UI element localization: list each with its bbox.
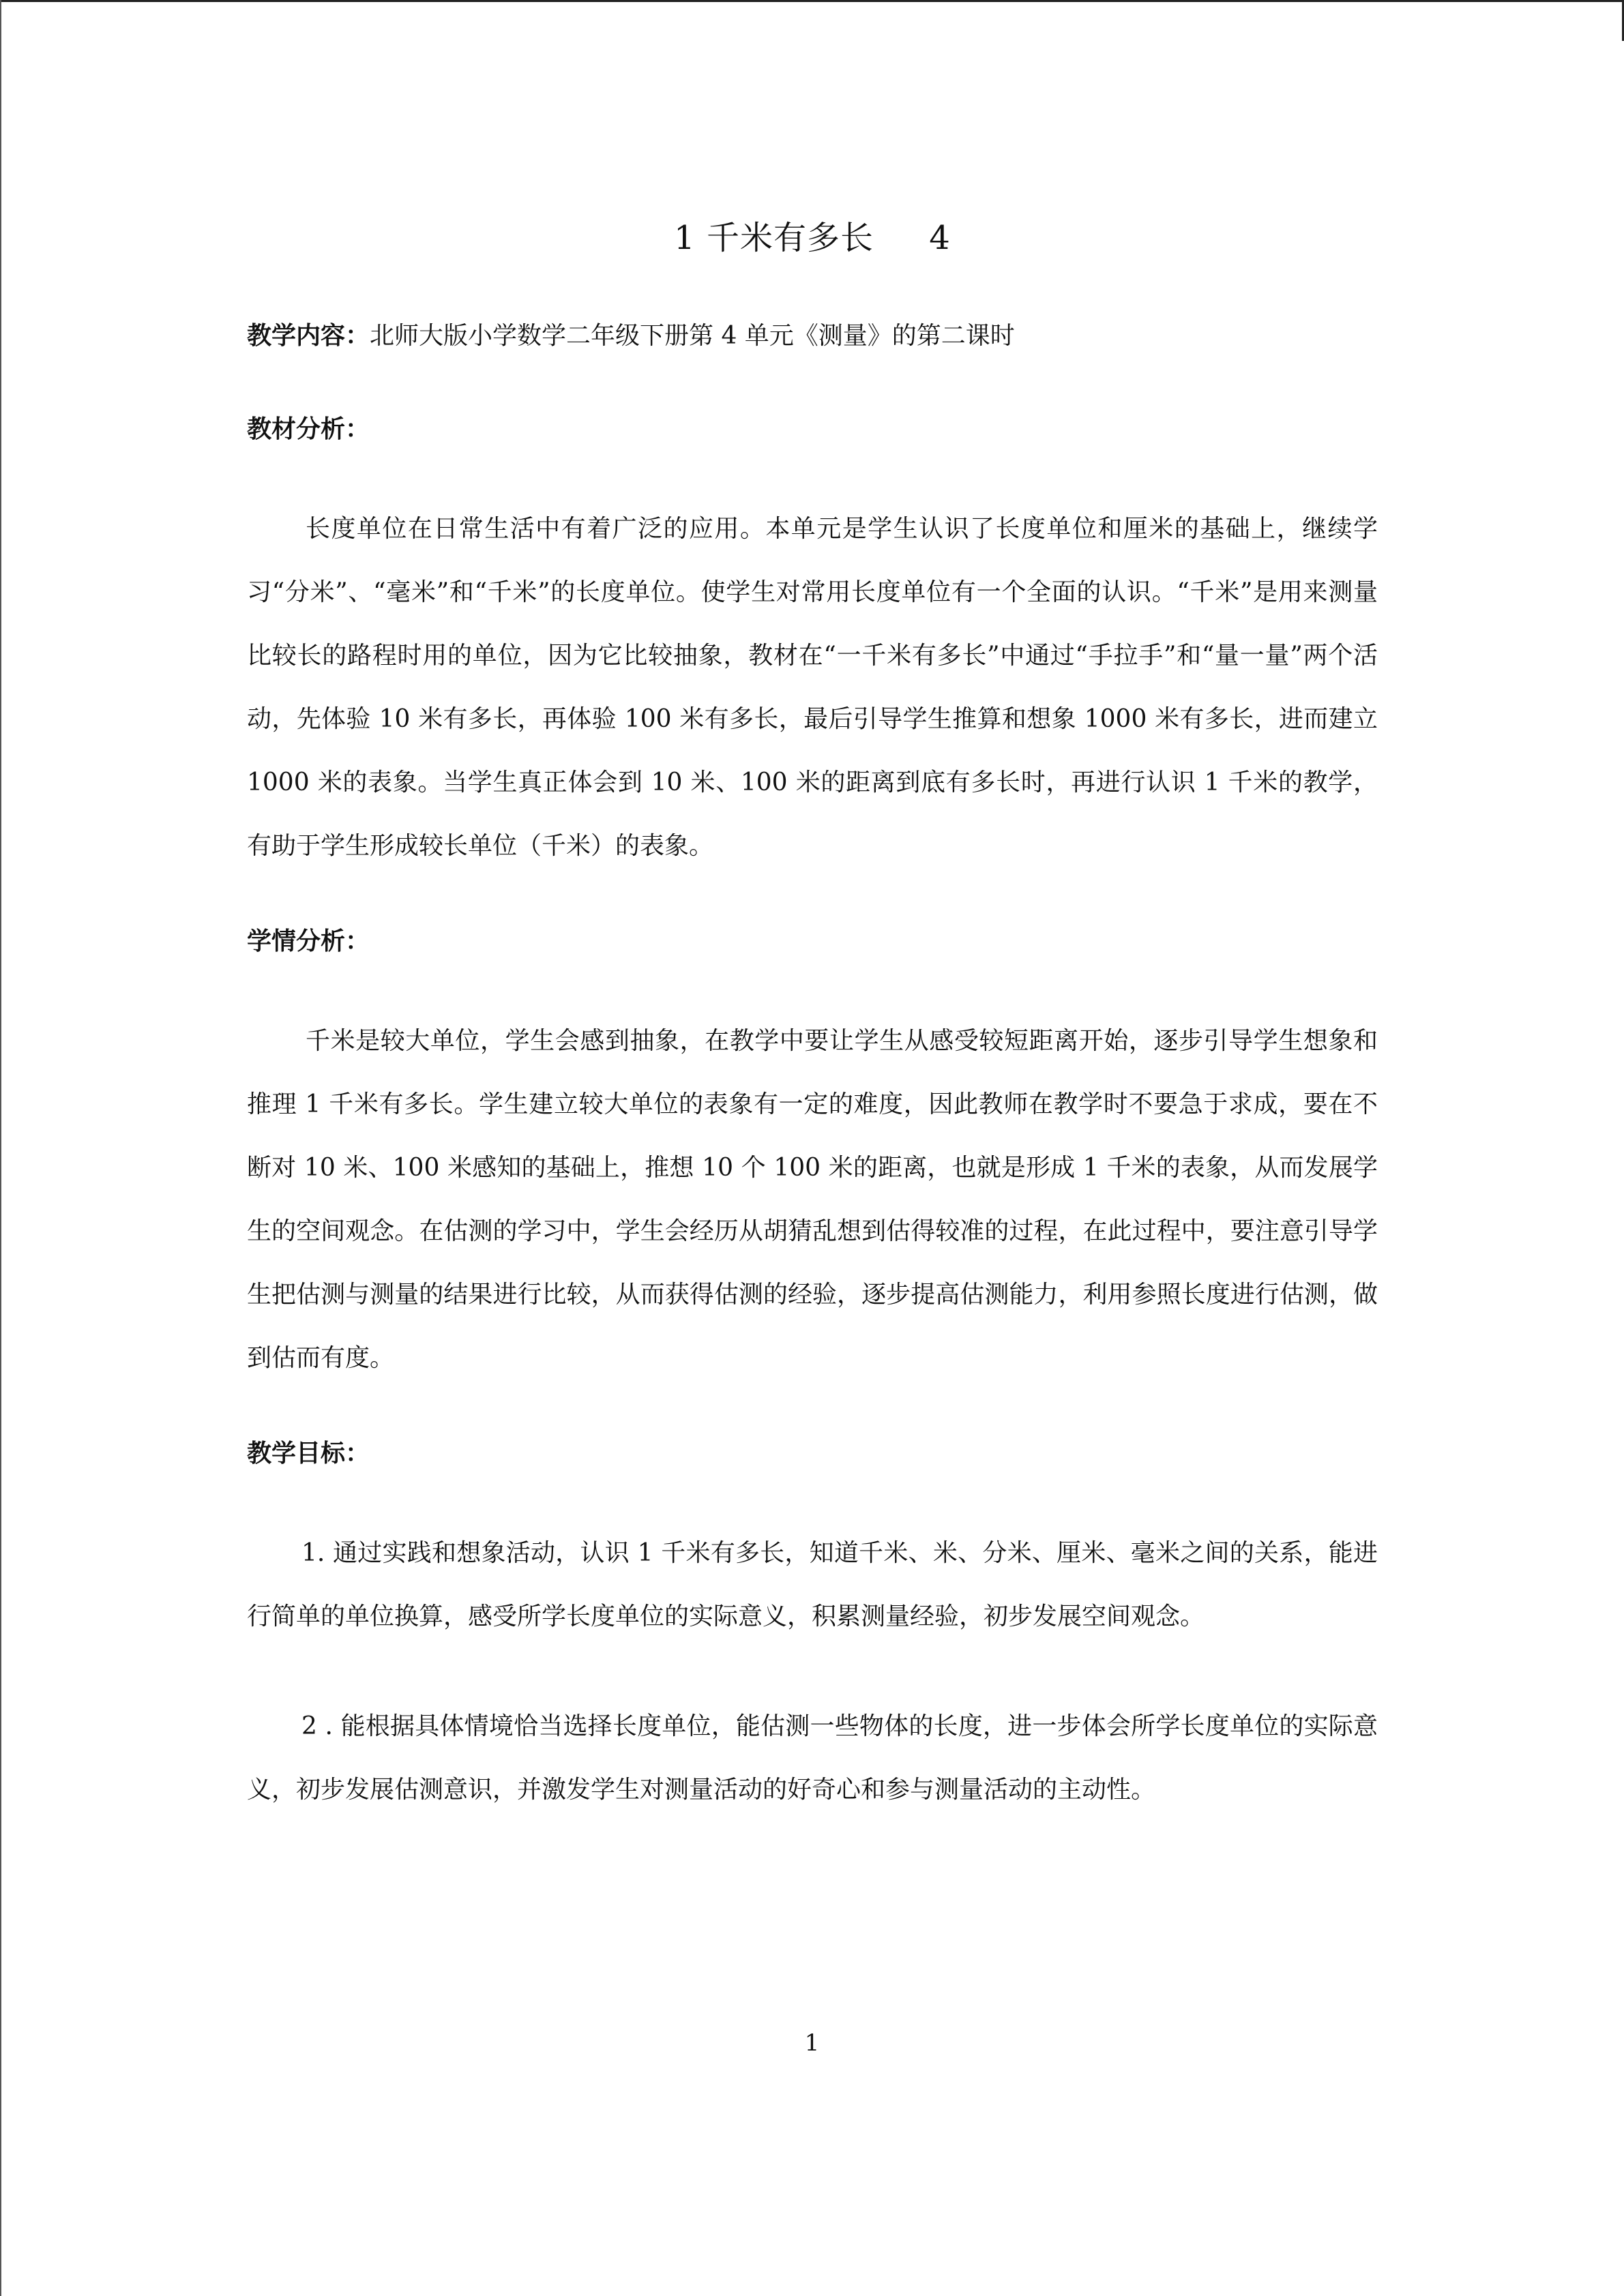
- goal-item-2: 2 . 能根据具体情境恰当选择长度单位，能估测一些物体的长度，进一步体会所学长度单位的实际意义，初步发展估测意识，并激发学生对测量活动的好奇心和参与测量活动的主动性。: [247, 1712, 1378, 1804]
- goal-item-1: 1. 通过实践和想象活动，认识 1 千米有多长，知道千米、米、分米、厘米、毫米之间的关系，能进行简单的单位换算，感受所学长度单位的实际意义，积累测量经验，初步发展空间观念。: [247, 1539, 1378, 1630]
- section-paragraph: 千米是较大单位，学生会感到抽象，在教学中要让学生从感受较短距离开始，逐步引导学生想象和推理 1 千米有多长。学生建立较大单位的表象有一定的难度，因此教师在教学时不要急于求成，要在不断对 10 米、100 米感知的基础上，推想 10 个 100 米的距离，也就是形成 1 千米的表象，从而发展学生的空间观念。在估测的学习中，学生会经历从胡猜乱想到估得较准的过程，在此过程中，要注意引导学生把估测与测量的结果进行比较，从而获得估测的经验，逐步提高估测能力，利用参照长度进行估测，做到估而有度。: [247, 1027, 1378, 1372]
- section-paragraph: 长度单位在日常生活中有着广泛的应用。本单元是学生认识了长度单位和厘米的基础上，继续学习“分米”、“毫米”和“千米”的长度单位。使学生对常用长度单位有一个全面的认识。“千米”是用来测量比较长的路程时用的单位，因为它比较抽象，教材在“一千米有多长”中通过“手拉手”和“量一量”两个活动，先体验 10 米有多长，再体验 100 米有多长，最后引导学生推算和想象 1000 米有多长，进而建立 1000 米的表象。当学生真正体会到 10 米、100 米的距离到底有多长时，再进行认识 1 千米的教学，有助于学生形成较长单位（千米）的表象。: [247, 515, 1378, 860]
- page-top-border: [0, 0, 1624, 2]
- section-textbook-analysis: [247, 412, 1378, 878]
- section-heading: 教学目标：: [247, 1439, 370, 1467]
- teaching-content-label: 教学内容：: [247, 321, 370, 350]
- section-student-analysis: [247, 924, 1378, 1390]
- section-heading: 教材分析：: [247, 415, 370, 443]
- page-number: 1: [804, 2029, 820, 2057]
- document-title: 1 千米有多长 4: [674, 219, 951, 257]
- section-teaching-goals: [247, 1436, 1378, 1821]
- document-body: [247, 211, 1378, 1868]
- teaching-content-text: 北师大版小学数学二年级下册第 4 单元《测量》的第二课时: [370, 322, 1015, 350]
- teaching-content-line: [247, 318, 1378, 353]
- page-left-border: [0, 0, 1, 2296]
- section-heading: 学情分析：: [247, 927, 370, 955]
